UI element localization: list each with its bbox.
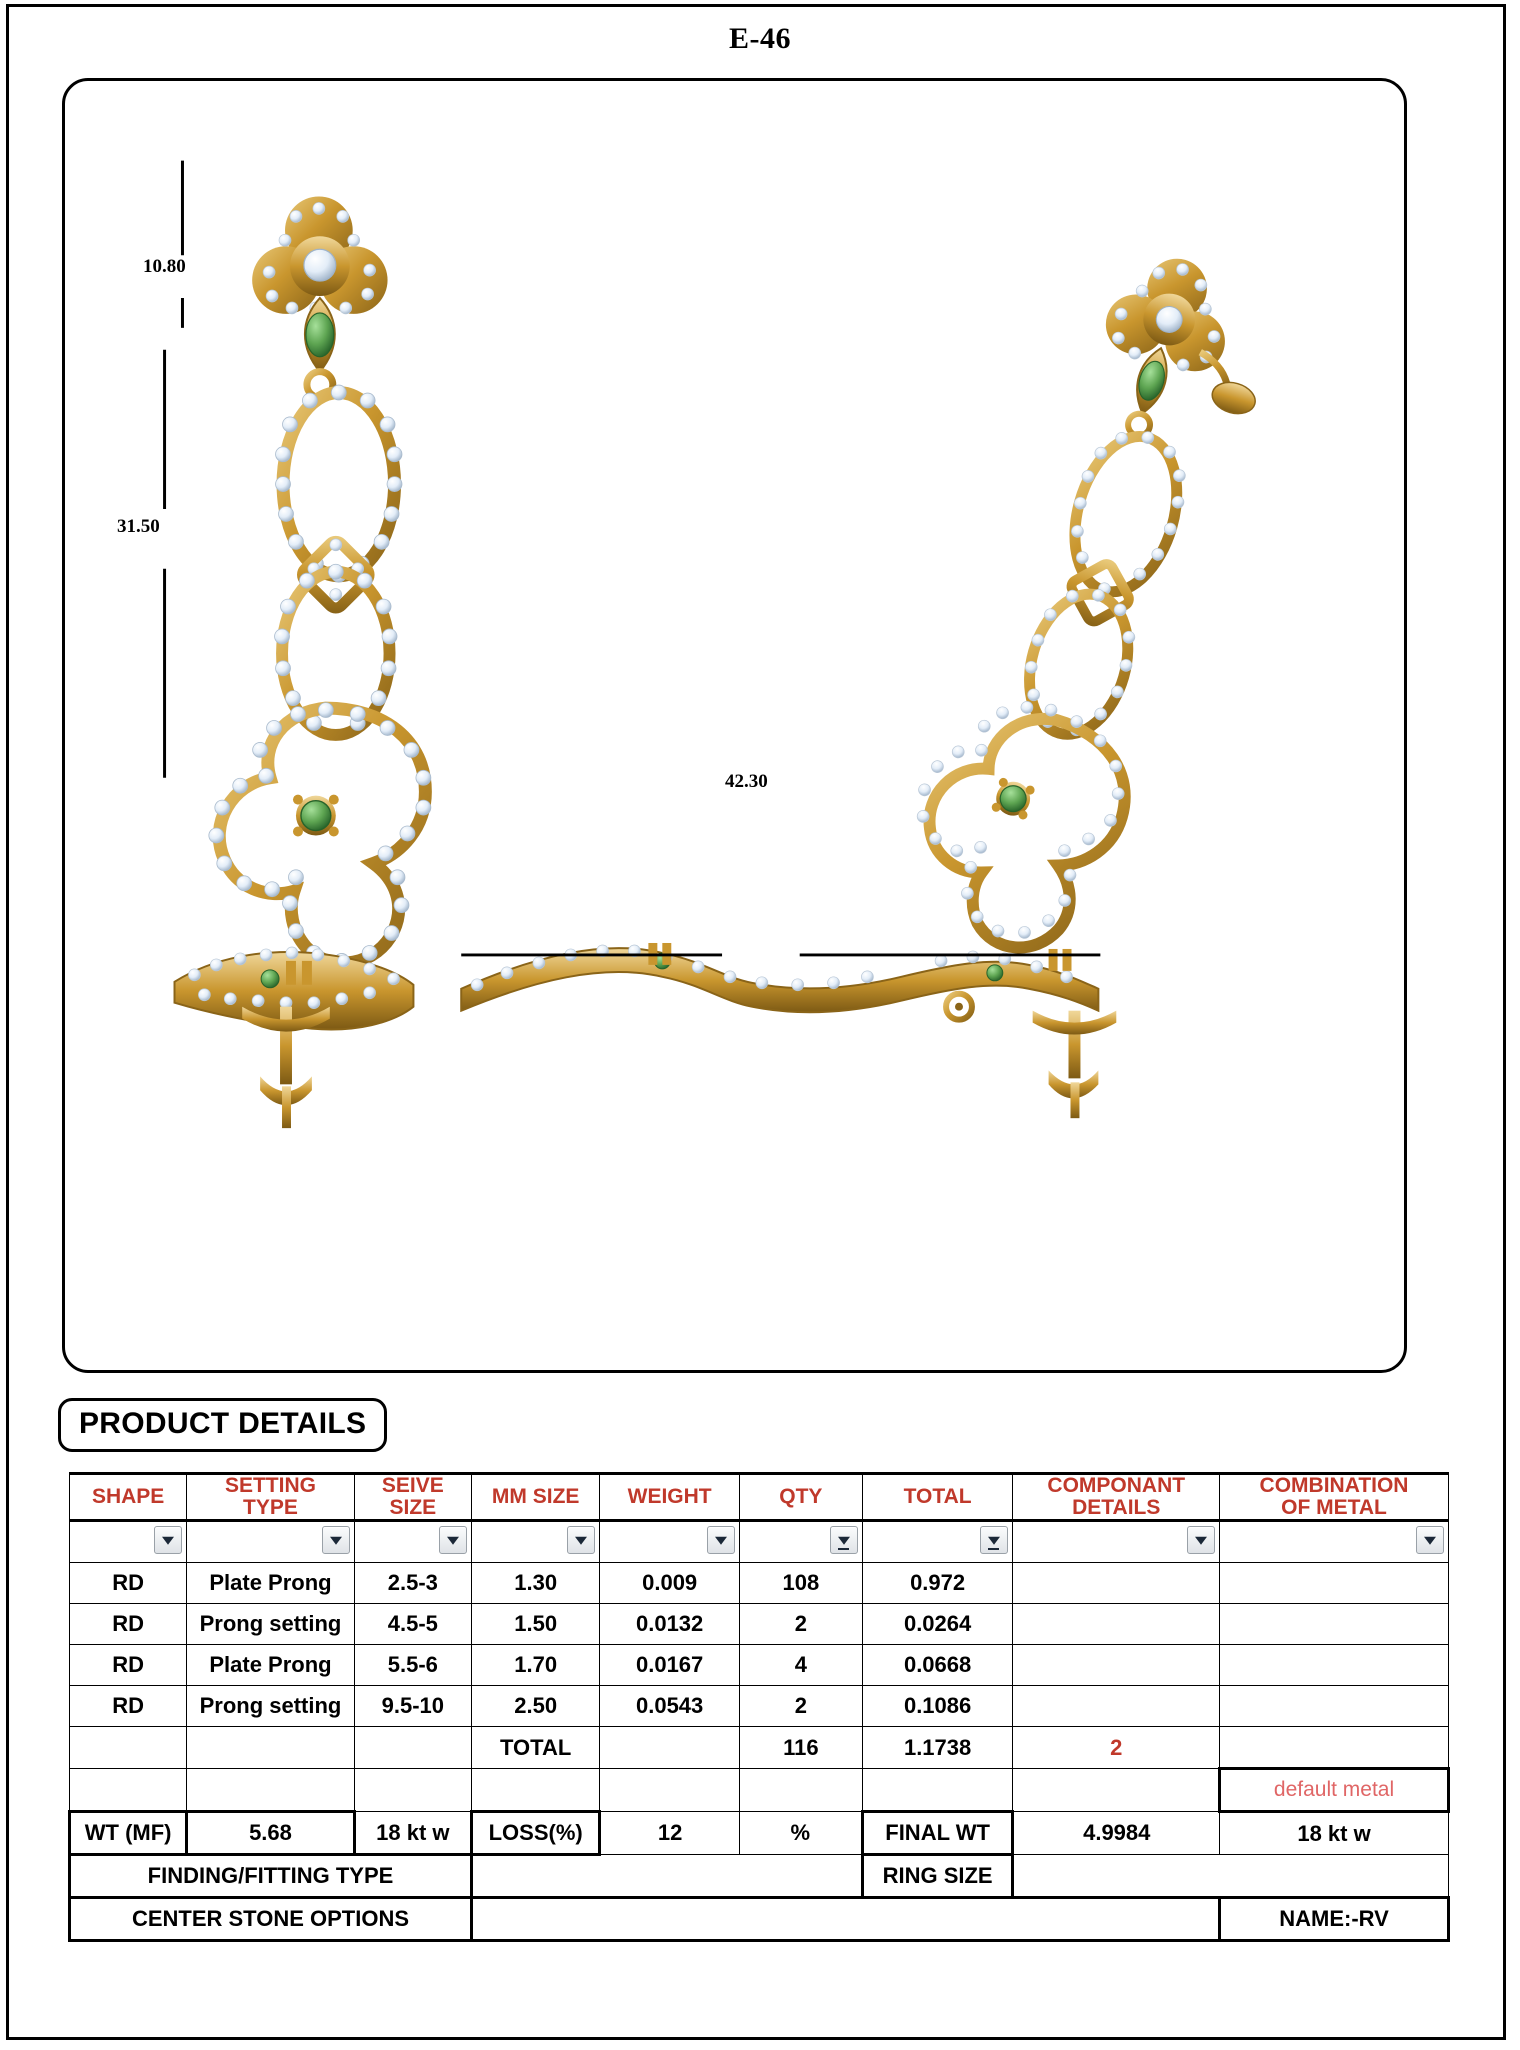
total-row-total: 1.1738: [862, 1727, 1013, 1769]
filter-cell-setting-type[interactable]: [187, 1521, 354, 1563]
default-metal-blank-3: [354, 1769, 471, 1812]
cell-componant-details: [1013, 1645, 1220, 1686]
total-row-combination-of-metal: [1220, 1727, 1449, 1769]
filter-cell-mm-size[interactable]: [471, 1521, 599, 1563]
col-header-combination-of-metal: COMBINATION OF METAL: [1220, 1474, 1449, 1521]
total-row-blank-4: [600, 1727, 740, 1769]
trefoil-top-angled: [1098, 243, 1245, 382]
col-header-qty: QTY: [739, 1474, 862, 1521]
final-wt-value: 4.9984: [1013, 1812, 1220, 1855]
table-row: [70, 1604, 1449, 1645]
earring-top-view: [175, 947, 414, 1128]
cell-componant-details: [1013, 1563, 1220, 1604]
filter-cell-shape[interactable]: [70, 1521, 187, 1563]
cell-mm-size: 1.50: [471, 1604, 599, 1645]
cell-mm-size: 1.70: [471, 1645, 599, 1686]
cell-qty: 2: [739, 1604, 862, 1645]
center-emerald-angled: [991, 777, 1036, 821]
filter-dropdown-componant-details-icon[interactable]: [1187, 1526, 1215, 1554]
cell-seive-size: 4.5-5: [354, 1604, 471, 1645]
wt-mf-label: WT (MF): [70, 1812, 187, 1855]
cell-qty: 2: [739, 1686, 862, 1727]
center-stone-value[interactable]: [471, 1898, 1219, 1941]
filter-dropdown-setting-type-icon[interactable]: [322, 1526, 350, 1554]
table-total-row: [70, 1727, 1449, 1769]
summary-row-weights: [70, 1812, 1449, 1855]
cell-weight: 0.0167: [600, 1645, 740, 1686]
col-header-componant-details: COMPONANT DETAILS: [1013, 1474, 1220, 1521]
table-row: [70, 1686, 1449, 1727]
cell-weight: 0.0132: [600, 1604, 740, 1645]
summary-row-finding-fitting: [70, 1855, 1449, 1898]
filter-dropdown-qty-icon[interactable]: [830, 1526, 858, 1554]
cell-setting-type: Plate Prong: [187, 1563, 354, 1604]
total-row-label: TOTAL: [471, 1727, 599, 1769]
total-row-blank-2: [187, 1727, 354, 1769]
cell-total: 0.0668: [862, 1645, 1013, 1686]
cell-componant-details: [1013, 1604, 1220, 1645]
marquise-emerald-link: [305, 298, 335, 372]
cell-mm-size: 2.50: [471, 1686, 599, 1727]
quatrefoil-bottom: [209, 703, 431, 969]
default-metal-blank-6: [739, 1769, 862, 1812]
name-label: NAME:-RV: [1220, 1898, 1449, 1941]
default-metal-blank-4: [471, 1769, 599, 1812]
cell-setting-type: Prong setting: [187, 1604, 354, 1645]
col-header-seive-size: SEIVE SIZE: [354, 1474, 471, 1521]
loss-label: LOSS(%): [471, 1812, 599, 1855]
default-metal-blank-7: [862, 1769, 1013, 1812]
cell-shape: RD: [70, 1645, 187, 1686]
cell-seive-size: 5.5-6: [354, 1645, 471, 1686]
total-row-blank-3: [354, 1727, 471, 1769]
table-row: [70, 1563, 1449, 1604]
ring-size-label: RING SIZE: [862, 1855, 1013, 1898]
wt-mf-metal: 18 kt w: [354, 1812, 471, 1855]
default-metal-blank-8: [1013, 1769, 1220, 1812]
dimension-label-10-80: 10.80: [143, 256, 186, 277]
total-row-componant-details: 2: [1013, 1727, 1220, 1769]
filter-cell-qty[interactable]: [739, 1521, 862, 1563]
product-details-table: [68, 1472, 1450, 1942]
summary-row-center-stone: [70, 1898, 1449, 1941]
filter-dropdown-seive-size-icon[interactable]: [439, 1526, 467, 1554]
cell-combination-of-metal: [1220, 1686, 1449, 1727]
earring-angled-view: [884, 229, 1288, 970]
cell-seive-size: 2.5-3: [354, 1563, 471, 1604]
col-header-total: TOTAL: [862, 1474, 1013, 1521]
dimension-label-42-30: 42.30: [725, 771, 768, 792]
finding-fitting-value[interactable]: [471, 1855, 862, 1898]
earring-front-view: [209, 196, 431, 968]
cell-total: 0.972: [862, 1563, 1013, 1604]
loss-value: 12: [600, 1812, 740, 1855]
filter-dropdown-combination-of-metal-icon[interactable]: [1416, 1526, 1444, 1554]
section-header-product-details: PRODUCT DETAILS: [58, 1398, 387, 1452]
final-wt-label: FINAL WT: [862, 1812, 1013, 1855]
wt-mf-value: 5.68: [187, 1812, 354, 1855]
default-metal-blank-1: [70, 1769, 187, 1812]
earring-side-view: [461, 943, 1116, 1118]
filter-cell-seive-size[interactable]: [354, 1521, 471, 1563]
table-row: [70, 1645, 1449, 1686]
product-image-panel: [62, 78, 1407, 1373]
cell-combination-of-metal: [1220, 1604, 1449, 1645]
trefoil-top: [252, 196, 387, 313]
page-title: E-46: [729, 22, 791, 55]
filter-dropdown-total-icon[interactable]: [980, 1526, 1008, 1554]
total-row-qty: 116: [739, 1727, 862, 1769]
cell-shape: RD: [70, 1686, 187, 1727]
total-row-blank-1: [70, 1727, 187, 1769]
cell-total: 0.0264: [862, 1604, 1013, 1645]
col-header-setting-type: SETTING TYPE: [187, 1474, 354, 1521]
upper-oval: [276, 385, 402, 582]
cell-combination-of-metal: [1220, 1645, 1449, 1686]
cell-qty: 108: [739, 1563, 862, 1604]
loss-unit: %: [739, 1812, 862, 1855]
cell-combination-of-metal: [1220, 1563, 1449, 1604]
cell-setting-type: Plate Prong: [187, 1645, 354, 1686]
cell-shape: RD: [70, 1563, 187, 1604]
filter-dropdown-mm-size-icon[interactable]: [567, 1526, 595, 1554]
cell-componant-details: [1013, 1686, 1220, 1727]
cell-weight: 0.0543: [600, 1686, 740, 1727]
cell-total: 0.1086: [862, 1686, 1013, 1727]
filter-cell-total[interactable]: [862, 1521, 1013, 1563]
filter-dropdown-shape-icon[interactable]: [154, 1526, 182, 1554]
table-default-metal-row: [70, 1769, 1449, 1812]
default-metal-label: default metal: [1220, 1769, 1449, 1812]
default-metal-blank-2: [187, 1769, 354, 1812]
finding-fitting-label: FINDING/FITTING TYPE: [70, 1855, 472, 1898]
col-header-weight: WEIGHT: [600, 1474, 740, 1521]
dimension-label-31-50: 31.50: [117, 516, 160, 537]
cell-weight: 0.009: [600, 1563, 740, 1604]
cell-mm-size: 1.30: [471, 1563, 599, 1604]
final-metal: 18 kt w: [1220, 1812, 1449, 1855]
jewelry-render: [65, 81, 1404, 1370]
center-emerald-front: [293, 795, 339, 837]
col-header-mm-size: MM SIZE: [471, 1474, 599, 1521]
table-filter-row: [70, 1521, 1449, 1563]
filter-cell-weight[interactable]: [600, 1521, 740, 1563]
cell-seive-size: 9.5-10: [354, 1686, 471, 1727]
cell-setting-type: Prong setting: [187, 1686, 354, 1727]
center-stone-label: CENTER STONE OPTIONS: [70, 1898, 472, 1941]
filter-cell-combination-of-metal[interactable]: [1220, 1521, 1449, 1563]
cell-shape: RD: [70, 1604, 187, 1645]
filter-dropdown-weight-icon[interactable]: [707, 1526, 735, 1554]
default-metal-blank-5: [600, 1769, 740, 1812]
cell-qty: 4: [739, 1645, 862, 1686]
col-header-shape: SHAPE: [70, 1474, 187, 1521]
table-header-row: [70, 1474, 1449, 1521]
filter-cell-componant-details[interactable]: [1013, 1521, 1220, 1563]
ring-size-value[interactable]: [1013, 1855, 1449, 1898]
